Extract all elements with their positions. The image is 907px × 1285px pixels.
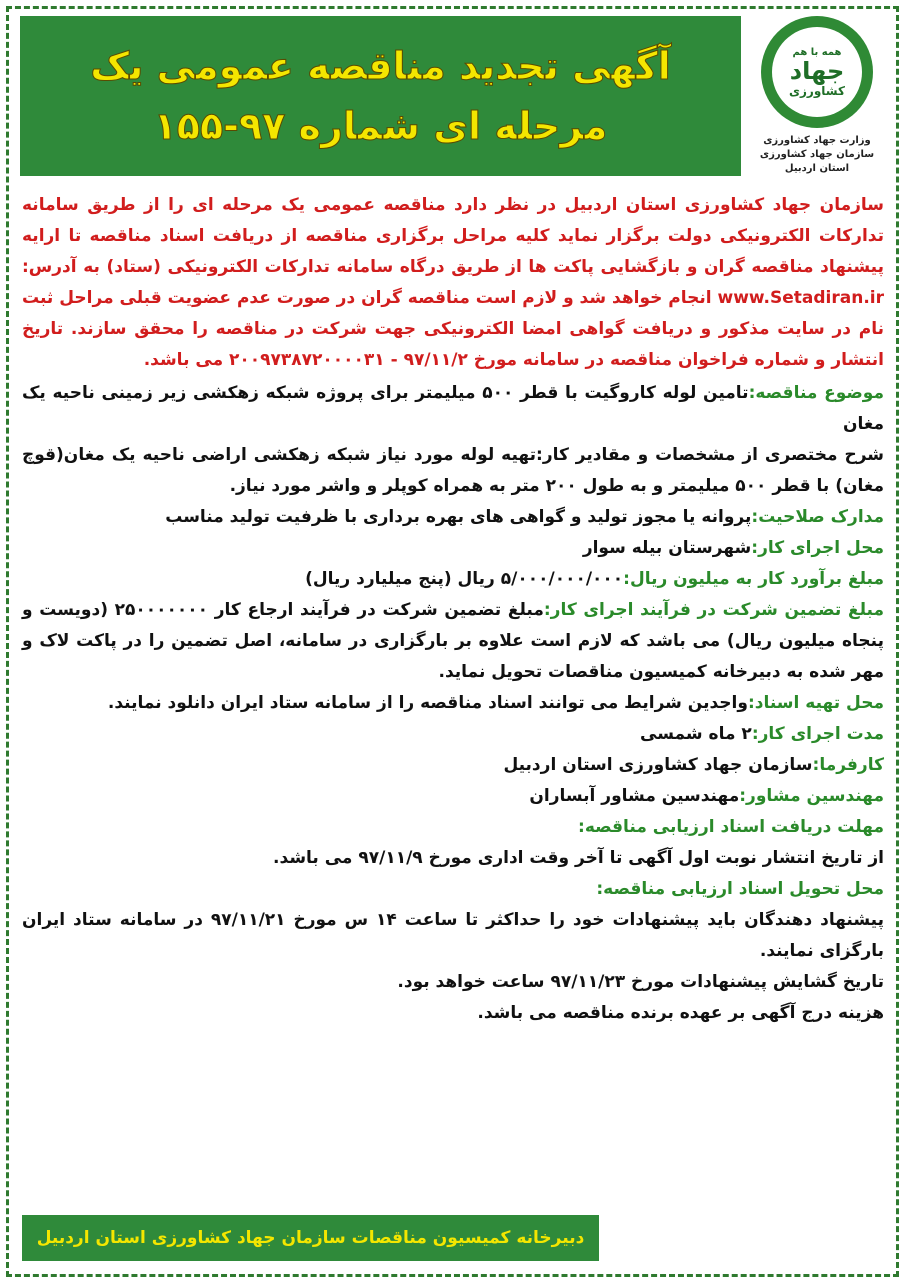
item-label: مبلغ تضمین شرکت در فرآیند اجرای کار: [543, 600, 885, 620]
item-guarantee [22, 595, 884, 688]
item-label: محل اجرای کار: [751, 538, 884, 558]
delivery-label: محل تحویل اسناد ارزیابی مناقصه: [596, 879, 884, 899]
footer-banner [22, 1215, 599, 1261]
logo-caption [747, 134, 887, 176]
title-line-2: مرحله ای شماره ۹۷-۱۵۵ [153, 104, 608, 148]
item-label: محل تهیه اسناد: [747, 693, 884, 713]
item-text: تامین لوله کاروگیت با قطر ۵۰۰ میلیمتر برای پروژه شبکه زهکشی زیر زمینی ناحیه یک مغان [22, 383, 884, 434]
item-text: واجدین شرایط می توانند اسناد مناقصه را از سامانه ستاد ایران دانلود نمایند. [107, 693, 748, 713]
logo-sub-text: کشاورزی [789, 83, 845, 98]
item-label: موضوع مناقصه: [748, 383, 884, 403]
item-location [22, 533, 884, 564]
ministry-name: وزارت جهاد کشاورزی [763, 135, 871, 146]
deadline-text: از تاریخ انتشار نوبت اول آگهی تا آخر وقت اداری مورخ ۹۷/۱۱/۹ می باشد. [273, 848, 884, 868]
item-qualification [22, 502, 884, 533]
item-text: ۲ ماه شمسی [640, 724, 752, 744]
header [20, 16, 887, 176]
item-text: تهیه لوله مورد نیاز شبکه زهکشی اراضی ناحیه یک مغان(قوچ مغان) با قطر ۵۰۰ میلیمتر و به طول ۲۰۰ متر به همراه کوپلر و واشر مورد نیاز. [22, 445, 884, 496]
item-text: مبلغ تضمین شرکت در فرآیند ارجاع کار ۲۵۰۰۰۰۰۰۰ (دویست و پنجاه میلیون ریال) می باشد که لازم است علاوه بر بارگزاری در سامانه، اصل تضمین را در پاکت لاک و مهر شده به دبیرخانه کمیسیون مناقصات تحویل نماید. [22, 600, 884, 682]
item-text: ۵/۰۰۰/۰۰۰/۰۰۰ ریال (پنج میلیارد ریال) [305, 569, 624, 589]
notice-body [22, 190, 884, 1029]
title-line-1: آگهی تجدید مناقصه عمومی یک [90, 44, 671, 88]
intro-paragraph: سازمان جهاد کشاورزی استان اردبیل در نظر دارد مناقصه عمومی یک مرحله ای را از طریق سامانه تدارکات الکترونیکی دولت برگزار نماید کلیه مراحل برگزاری مناقصه از دریافت اسناد مناقصه تا ارایه پیشنهاد مناقصه گران و بازگشایی پاکت ها از طریق درگاه سامانه تدارکات الکترونیکی (ستاد) به آدرس: www.Setadiran.ir انجام خواهد شد و لازم است مناقصه گران در صورت عدم عضویت قبلی مراحل ثبت نام در سایت مذکور و دریافت گواهی امضا الکترونیکی جهت شرکت در مناقصه را محقق سازند. تاریخ انتشار و شماره فراخوان مناقصه در سامانه مورخ ۹۷/۱۱/۲ - ۲۰۰۹۷۳۸۷۲۰۰۰۰۳۱ می باشد. [22, 195, 884, 370]
item-label: شرح مختصری از مشخصات و مقادیر کار: [536, 445, 884, 465]
item-employer [22, 750, 884, 781]
item-consultant [22, 781, 884, 812]
page-title [90, 36, 670, 156]
title-banner [20, 16, 741, 176]
delivery-text: پیشنهاد دهندگان باید پیشنهادات خود را حداکثر تا ساعت ۱۴ س مورخ ۹۷/۱۱/۲۱ در سامانه ستاد ایران بارگزای نمایند. [22, 910, 884, 961]
item-text: سازمان جهاد کشاورزی استان اردبیل [503, 755, 813, 775]
item-estimate [22, 564, 884, 595]
item-text: شهرستان بیله سوار [582, 538, 752, 558]
item-label: مهندسین مشاور: [739, 786, 884, 806]
item-text: مهندسین مشاور آبساران [529, 786, 740, 806]
logo-inner [772, 27, 862, 117]
organization-name: سازمان جهاد کشاورزی استان اردبیل [759, 149, 875, 174]
jahad-logo-icon [761, 16, 873, 128]
opening-date: تاریخ گشایش پیشنهادات مورخ ۹۷/۱۱/۲۳ ساعت خواهد بود. [397, 972, 884, 992]
item-label: مبلغ برآورد کار به میلیون ریال: [623, 569, 884, 589]
item-documents [22, 688, 884, 719]
item-label: مدت اجرای کار: [751, 724, 884, 744]
item-duration [22, 719, 884, 750]
item-text: پروانه یا مجوز تولید و گواهی های بهره برداری با ظرفیت تولید مناسب [165, 507, 752, 527]
item-description [22, 440, 884, 502]
logo-block [747, 16, 887, 176]
ad-cost: هزینه درج آگهی بر عهده برنده مناقصه می باشد. [477, 1003, 884, 1023]
item-subject [22, 378, 884, 440]
logo-main-text: جهاد [789, 56, 845, 85]
logo-ring-text: همه با هم [792, 46, 842, 58]
item-label: کارفرما: [812, 755, 884, 775]
deadline-label: مهلت دریافت اسناد ارزیابی مناقصه: [578, 817, 884, 837]
item-label: مدارک صلاحیت: [751, 507, 884, 527]
footer-text: دبیرخانه کمیسیون مناقصات سازمان جهاد کشاورزی استان اردبیل [36, 1228, 585, 1248]
